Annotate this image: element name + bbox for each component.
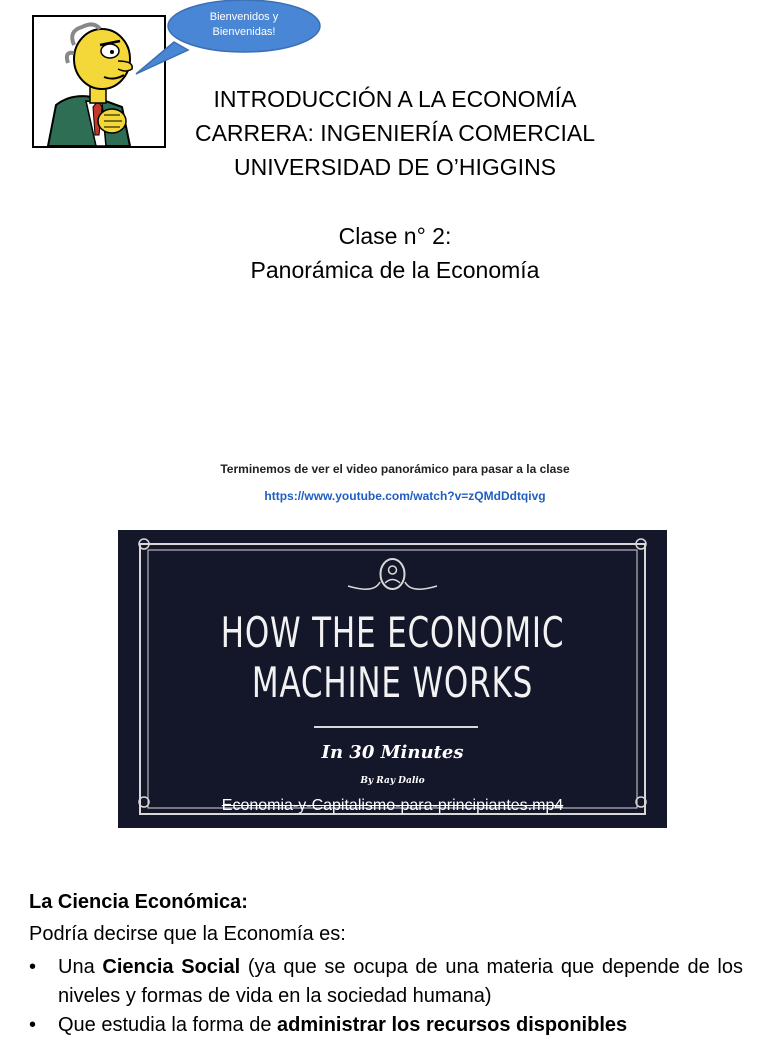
bullet1-bold-term: Ciencia Social: [102, 956, 241, 978]
cartoon-drawing: [34, 17, 164, 146]
video-link[interactable]: https://www.youtube.com/watch?v=zQMdDdtqivg: [264, 489, 546, 503]
cartoon-character-image: [32, 15, 166, 148]
video-title-line2: MACHINE WORKS: [251, 658, 534, 707]
university-name: UNIVERSIDAD DE O’HIGGINS: [233, 154, 557, 180]
video-title-line1: HOW THE ECONOMIC: [220, 608, 565, 657]
speech-bubble-text: [172, 10, 316, 40]
lesson-topic: Panorámica de la Economía: [250, 257, 540, 283]
video-thumbnail[interactable]: [118, 530, 667, 828]
video-subtitle: In 30 Minutes: [321, 742, 464, 763]
bullet1-text-start: Una: [58, 956, 103, 978]
definition-list: [29, 953, 743, 1040]
bullet-icon: •: [29, 956, 37, 978]
bullet2-bold-term: administrar los recursos disponibles: [277, 1014, 628, 1036]
section-heading: La Ciencia Económica:: [29, 891, 248, 913]
bullet1-text-end: (ya que se ocupa de una materia que depende de los niveles y formas de vida en la sociedad humana): [58, 956, 743, 1007]
speech-bubble-tail: [134, 40, 194, 80]
lesson-header: [150, 219, 640, 287]
bullet2-text-start: Que estudia la forma de: [58, 1014, 278, 1036]
list-item: [29, 1011, 743, 1040]
lesson-number: Clase n° 2:: [338, 223, 452, 249]
section-intro: Podría decirse que la Economía es:: [29, 923, 346, 945]
video-byline: By Ray Dalio: [360, 776, 425, 786]
list-item: [29, 953, 743, 1011]
course-header: [150, 82, 640, 184]
career-title: CARRERA: INGENIERÍA COMERCIAL: [194, 120, 596, 146]
course-title: INTRODUCCIÓN A LA ECONOMÍA: [213, 86, 577, 112]
speech-bubble-line2: Bienvenidas!: [212, 26, 276, 38]
speech-bubble-line1: Bienvenidos y: [209, 11, 279, 23]
video-instruction: Terminemos de ver el video panorámico para pasar a la clase: [220, 462, 570, 476]
bullet-icon: •: [29, 1014, 37, 1036]
video-filename: Economia-y-Capitalismo-para-principiantes.mp4: [221, 797, 564, 814]
